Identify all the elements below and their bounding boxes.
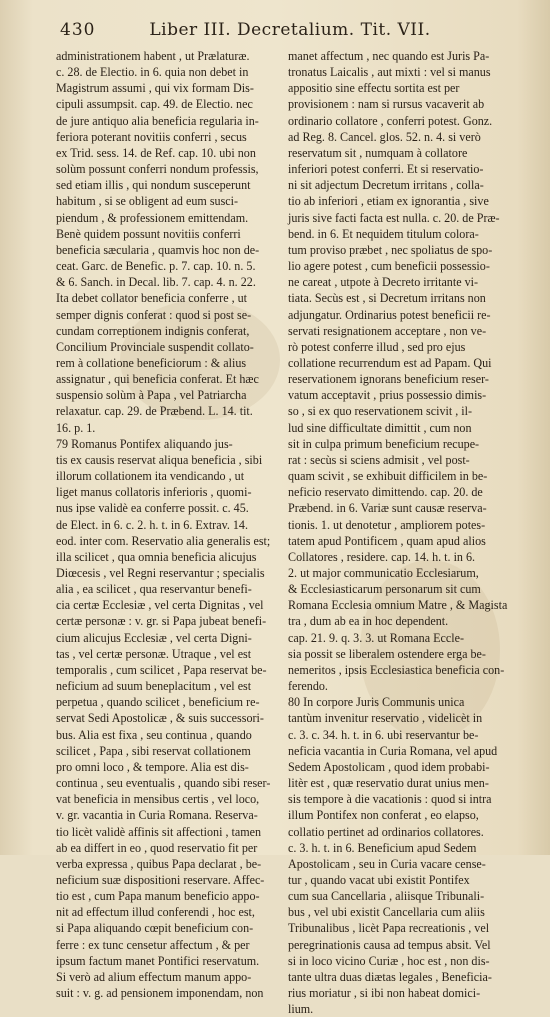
text-line: ab ea differt in eo , quod reservatio fit per: [56, 840, 258, 855]
text-line: cium alicujus Ecclesiæ , vel certa Digni-: [56, 630, 252, 645]
text-line: certæ personæ : v. gr. si Papa jubeat benefi-: [56, 614, 267, 629]
text-line: cipuli assumpsit. cap. 49. de Electio. nec: [56, 97, 253, 112]
text-line: Benè quidem possunt novitiis conferri: [56, 226, 241, 241]
text-line: temporalis , cum scilicet , Papa reservat be-: [56, 662, 267, 677]
text-line: tantùm invenitur reservatio , videlicèt in: [288, 711, 483, 726]
page-header: [60, 20, 520, 44]
text-line: appositio sine effectu sortita est per: [288, 81, 460, 96]
text-line: c. 28. de Electio. in 6. quia non debet in: [56, 65, 249, 80]
text-line: cundam correptionem indignis conferat,: [56, 323, 250, 338]
text-line: sit in culpa primum beneficium recupe-: [288, 436, 480, 451]
text-line: sia possit se liberalem ostendere erga be-: [288, 646, 486, 661]
text-line: si in loco vicino Curiæ , hoc est , non dis-: [288, 953, 490, 968]
text-line: collatio pertinet ad ordinarios collatores.: [288, 824, 484, 839]
text-line: 16. p. 1.: [56, 420, 96, 435]
running-head: Liber III. Decretalium. Tit. VII.: [149, 20, 431, 40]
text-line: nit ad effectum illud conferendi , hoc est,: [56, 905, 255, 920]
text-line: tio est , cum Papa manum beneficio appo-: [56, 889, 260, 904]
text-line: alia , ea scilicet , qua reservantur benefi-: [56, 582, 252, 597]
text-line: Sedem Apostolicam , quod idem probabi-: [288, 759, 490, 774]
text-line: tra , dum ab ea in hoc dependent.: [288, 614, 449, 629]
text-line: bend. in 6. Et nequidem titulum colora-: [288, 226, 479, 241]
text-line: litèr est , quæ reservatio durat unius men-: [288, 776, 489, 791]
text-line: administrationem habent , ut Prælaturæ.: [56, 49, 250, 63]
text-line: reservationem ignorans beneficium reser-: [288, 372, 489, 387]
text-line: quam scivit , se exhibuit difficilem in be-: [288, 469, 488, 484]
text-line: 2. ut major communicatio Ecclesiarum,: [288, 566, 479, 580]
text-line: tronatus Laicalis , aut mixti : vel si manus: [288, 65, 491, 80]
text-line: lud sine difficultate dimittit , cum non: [288, 420, 472, 435]
text-line: sed etiam illis , qui nondum susceperunt: [56, 178, 251, 193]
text-line: ni sit adjectum Decretum irritans , colla-: [288, 178, 484, 193]
text-line: habitum , si se obligent ad eum susci-: [56, 194, 239, 209]
text-line: de Elect. in 6. c. 2. h. t. in 6. Extrav. 14.: [56, 517, 248, 532]
text-line: vatum acceptavit , prius possessio dimis-: [288, 388, 487, 403]
text-line: si Papa aliquando cœpit beneficium con-: [56, 921, 254, 936]
text-line: de jure antiquo alia beneficia regularia in-: [56, 113, 259, 128]
text-line: tatem apud Pontificem , quam apud alios: [288, 533, 486, 548]
text-line: bus. Alia est fixa , seu continua , quando: [56, 727, 252, 742]
text-line: tio licèt validè affinis sit affectioni , tamen: [56, 824, 262, 839]
text-line: rius moriatur , si ibi non habeat domici-: [288, 986, 481, 1001]
text-line: feriora poterant novitiis conferri , secus: [56, 129, 247, 144]
page-number: 430: [60, 20, 96, 40]
text-line: lio agere potest , cum beneficii possessio-: [288, 259, 490, 274]
text-line: ad Reg. 8. Cancel. glos. 52. n. 4. si verò: [288, 129, 481, 144]
text-line: rò potest conferre illud , sed pro ejus: [288, 339, 466, 354]
text-line: relaxatur. cap. 29. de Præbend. L. 14. tit.: [56, 404, 253, 419]
text-line: tionis. 1. ut denotetur , ampliorem potes-: [288, 517, 486, 532]
text-line: Romana Ecclesia omnium Matre , & Magista: [288, 598, 508, 613]
text-line: nus ipse validè ea conferre possit. c. 45.: [56, 501, 249, 516]
text-line: Concilium Provinciale suspendit collato-: [56, 339, 254, 354]
text-line: c. 3. h. t. in 6. Beneficium apud Sedem: [288, 840, 477, 855]
text-line: adjungatur. Ordinarius potest beneficii re-: [288, 307, 491, 322]
text-line: & Ecclesiasticarum personarum sit cum: [288, 582, 481, 597]
text-line: 79 Romanus Pontifex aliquando jus-: [56, 436, 233, 451]
left-text-column: [56, 48, 280, 1001]
text-line: tur , quando vacat ubi existit Pontifex: [288, 872, 470, 887]
text-line: ceat. Garc. de Benefic. p. 7. cap. 10. n. 5.: [56, 259, 256, 274]
text-line: assignatur , qui beneficia conferat. Et hæc: [56, 372, 259, 387]
text-line: servat Sedi Apostolicæ , & suis successori-: [56, 711, 264, 726]
text-line: manet affectum , nec quando est Juris Pa-: [288, 49, 490, 63]
text-line: neficium suæ dispositioni reservare. Affec-: [56, 872, 265, 887]
text-line: c. 3. c. 34. h. t. in 6. ubi reservantur be-: [288, 727, 479, 742]
text-line: semper dignis conferat : quod si post se-: [56, 307, 252, 322]
text-line: vat beneficia in mensibus certis , vel loco,: [56, 792, 260, 807]
text-line: provisionem : nam si rursus vacaverit ab: [288, 97, 485, 112]
text-line: tante ultra duas diætas legales , Beneficia-: [288, 969, 492, 984]
text-line: scilicet , Papa , sibi reservat collationem: [56, 743, 251, 758]
text-line: tio ab inferiori , etiam ex ignorantia , sive: [288, 194, 489, 209]
text-line: tiata. Secùs est , si Decretum irritans non: [288, 291, 486, 306]
text-line: v. gr. vacantia in Curia Romana. Reserva-: [56, 808, 258, 823]
text-line: tis ex causis reservat aliqua beneficia , sibi: [56, 452, 263, 467]
text-line: 80 In corpore Juris Communis unica: [288, 695, 465, 710]
text-line: bus , vel ubi existit Cancellaria cum aliis: [288, 905, 485, 920]
text-line: Magistrum assumi , qui vix formam Dis-: [56, 81, 254, 96]
text-line: suit : v. g. ad pensionem imponendam, non: [56, 986, 264, 1001]
text-line: ferre : ex tunc censetur affectum , & per: [56, 937, 250, 952]
text-line: Ita debet collator beneficia conferre , ut: [56, 291, 248, 306]
text-line: illa scilicet , qua omnia beneficia alicujus: [56, 549, 257, 564]
text-line: ipsum factum manet Pontifici reservatum.: [56, 953, 260, 968]
text-line: tas , vel certæ personæ. Utraque , vel est: [56, 646, 252, 661]
text-line: ne careat , utpote à Decreto irritante vi-: [288, 275, 479, 290]
text-line: so , si ex quo reservationem scivit , il-: [288, 404, 473, 419]
text-line: & 6. Sanch. in Decal. lib. 7. cap. 4. n. 22.: [56, 275, 256, 290]
text-line: Si verò ad alium effectum manum appo-: [56, 969, 252, 984]
text-line: neficia vacantia in Curia Romana, vel apud: [288, 743, 498, 758]
text-line: liget manus collatoris inferioris , quomi-: [56, 485, 252, 500]
text-line: suspensio solùm à Papa , vel Patriarcha: [56, 388, 247, 403]
text-line: pro omni loco , & tempore. Alia est dis-: [56, 759, 249, 774]
text-line: Præbend. in 6. Variæ sunt causæ reserva-: [288, 501, 487, 516]
text-line: eod. inter com. Reservatio alia generalis est;: [56, 533, 271, 548]
text-line: Collatores , residere. cap. 14. h. t. in 6.: [288, 549, 476, 564]
text-line: Apostolicam , seu in Curia vacare cense-: [288, 856, 486, 871]
text-line: cap. 21. 9. q. 3. 3. ut Romana Eccle-: [288, 630, 464, 645]
text-line: solùm possunt conferri nondum professis,: [56, 162, 259, 177]
text-line: rem à collatione beneficiorum : & alius: [56, 355, 247, 370]
text-line: peregrinationis causa ad tempus absit. Vel: [288, 937, 491, 952]
text-line: sis tempore à die vacationis : quod si intra: [288, 792, 492, 807]
text-line: reservatum sit , numquam à collatore: [288, 145, 468, 160]
text-line: cia certæ Ecclesiæ , vel certa Dignitas , vel: [56, 598, 264, 613]
text-line: ferendo.: [288, 679, 328, 694]
text-line: ex Trid. sess. 14. de Ref. cap. 10. ubi non: [56, 145, 256, 160]
text-line: Tribunalibus , licèt Papa recreationis , vel: [288, 921, 490, 936]
text-line: perpetua , quando scilicet , beneficium re-: [56, 695, 260, 710]
text-line: illum Pontifex non conferat , eo elapso,: [288, 808, 479, 823]
text-line: tum proviso præbet , nec spoliatus de spo-: [288, 242, 493, 257]
text-line: nemeritos , ipsis Ecclesiastica beneficia con-: [288, 662, 505, 677]
right-text-column: [288, 48, 518, 1017]
text-line: beneficia sæcularia , quamvis hoc non de-: [56, 242, 260, 257]
text-line: collatione recurrendum est ad Papam. Qui: [288, 355, 492, 370]
text-line: verba expressa , quibus Papa declarat , be-: [56, 856, 262, 871]
text-line: rat : secùs si sciens admisit , vel post-: [288, 452, 470, 467]
text-line: neficio reservato dimittendo. cap. 20. de: [288, 485, 483, 500]
text-line: continua , seu eventualis , quando sibi reser-: [56, 776, 271, 791]
text-line: neficium ad suum beneplacitum , vel est: [56, 679, 252, 694]
text-line: juris sive facti facta est nulla. c. 20. de Præ-: [288, 210, 500, 225]
text-line: Diœcesis , vel Regni reservantur ; specialis: [56, 566, 265, 580]
text-line: cum sua Cancellaria , aliisque Tribunali-: [288, 889, 485, 904]
text-line: illorum collationem ita vendicando , ut: [56, 469, 245, 484]
text-line: inferiori potest conferri. Et si reservatio-: [288, 162, 484, 177]
text-line: ordinario collatore , conferri potest. Gonz.: [288, 113, 493, 128]
text-line: piendum , & professionem emittendam.: [56, 210, 249, 225]
text-line: lium.: [288, 1002, 314, 1017]
text-line: servati resignationem acceptare , non ve-: [288, 323, 487, 338]
